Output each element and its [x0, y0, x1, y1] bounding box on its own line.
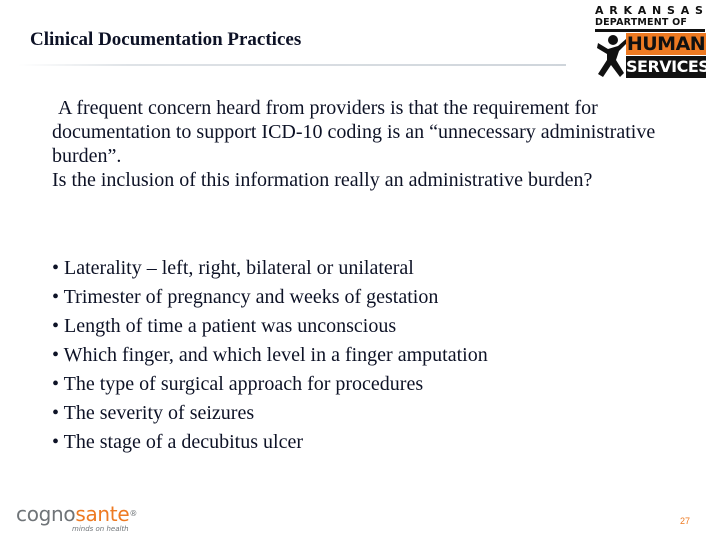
logo-wordmark: cognosante® — [16, 502, 138, 526]
dhs-logo — [592, 3, 710, 79]
cognosante-logo — [16, 503, 156, 535]
logo-bar — [595, 29, 705, 32]
list-item: • The severity of seizures — [52, 402, 255, 424]
slide-title: Clinical Documentation Practices — [30, 29, 302, 50]
list-item: • The stage of a decubitus ulcer — [52, 431, 303, 453]
logo-services: SERVICES — [626, 57, 710, 76]
list-item: • Trimester of pregnancy and weeks of gestation — [52, 286, 439, 308]
logo-tagline: minds on health — [72, 525, 129, 533]
person-figure-icon — [594, 33, 628, 79]
logo-human: HUMAN — [626, 33, 706, 55]
title-divider — [18, 64, 566, 66]
intro-paragraph-2: Is the inclusion of this information really an administrative burden? — [52, 169, 593, 191]
header — [0, 0, 590, 84]
page-number: 27 — [680, 516, 691, 526]
intro-paragraph-1: A frequent concern heard from providers is that the requirement for documentation to support ICD-10 coding is an “unnecessary administrative burden”. — [52, 97, 656, 167]
list-item: • Which finger, and which level in a finger amputation — [52, 344, 488, 366]
intro-text — [52, 96, 682, 192]
list-item: • Length of time a patient was unconscious — [52, 315, 397, 337]
list-item: • The type of surgical approach for procedures — [52, 373, 424, 395]
bullet-list — [52, 254, 672, 457]
logo-department-of: DEPARTMENT OF — [595, 17, 688, 28]
logo-state-name: A R K A N S A S — [595, 4, 703, 17]
list-item: • Laterality – left, right, bilateral or unilateral — [52, 257, 414, 279]
